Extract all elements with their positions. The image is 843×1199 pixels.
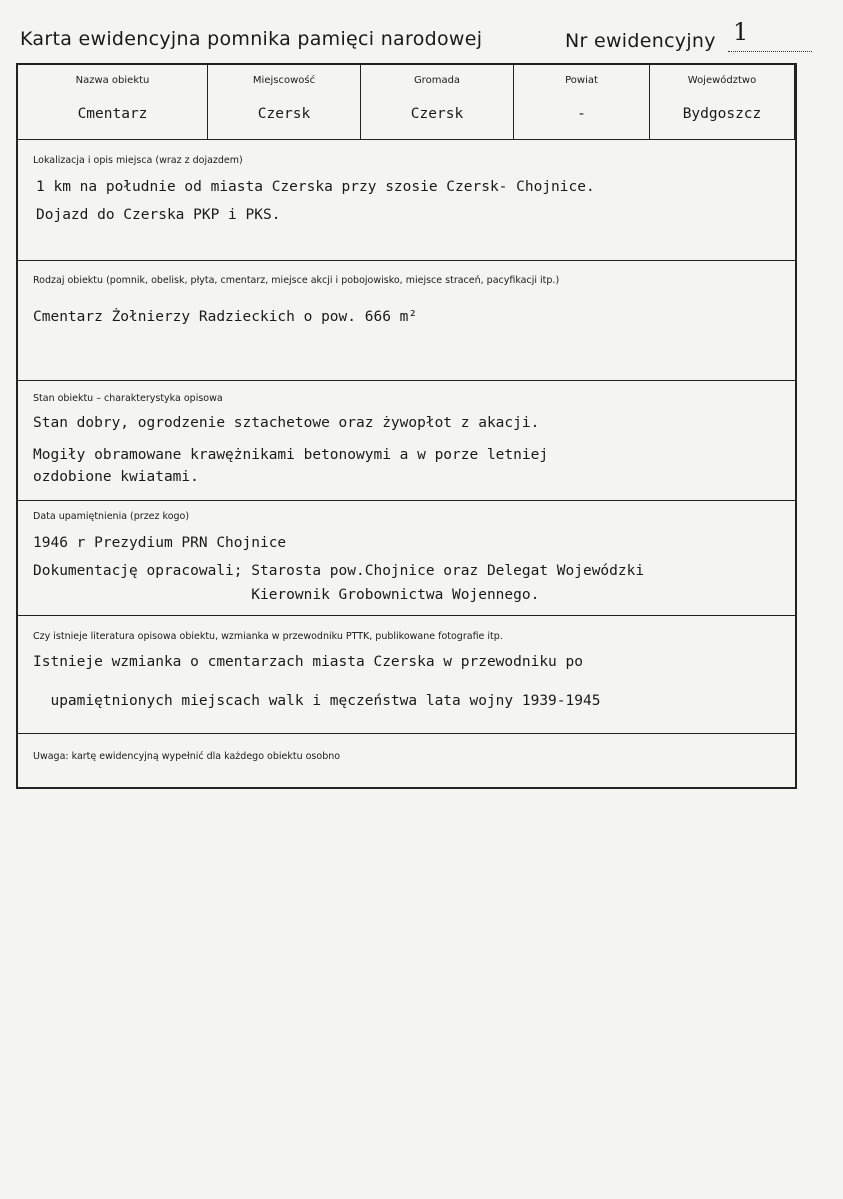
location-line: 1 km na południe od miasta Czerska przy szosie Czersk- Chojnice.	[36, 179, 595, 195]
card-header-title: Karta ewidencyjna pomnika pamięci narodowej	[20, 28, 483, 50]
record-card	[16, 63, 797, 789]
condition-line: ozdobione kwiatami.	[33, 469, 199, 485]
column-value: Bydgoszcz	[682, 106, 762, 122]
column-object-name	[18, 65, 208, 139]
section-divider	[18, 260, 795, 261]
literature-line: Istnieje wzmianka o cmentarzach miasta Czerska w przewodniku po	[33, 654, 583, 670]
condition-line: Mogiły obramowane krawężnikami betonowymi a w porze letniej	[33, 447, 549, 463]
column-value: -	[577, 106, 586, 122]
card-number-line	[728, 51, 812, 52]
column-value: Czersk	[257, 106, 311, 122]
location-label: Lokalizacja i opis miejsca (wraz z dojazdem)	[33, 155, 243, 166]
section-divider	[18, 500, 795, 501]
column-label: Powiat	[565, 75, 598, 86]
column-label: Gromada	[413, 75, 461, 86]
column-voivodeship	[650, 65, 795, 139]
column-label: Miejscowość	[252, 75, 316, 86]
location-line: Dojazd do Czerska PKP i PKS.	[36, 207, 281, 223]
fill-in-note: Uwaga: kartę ewidencyjną wypełnić dla każdego obiektu osobno	[33, 751, 341, 762]
commemoration-date-line: Dokumentację opracowali; Starosta pow.Chojnice oraz Delegat Wojewódzki	[33, 563, 645, 579]
card-number-value: 1	[733, 18, 749, 46]
section-divider	[18, 615, 795, 616]
column-value: Czersk	[410, 106, 464, 122]
card-number-label: Nr ewidencyjny	[565, 30, 716, 52]
section-divider	[18, 380, 795, 381]
literature-line: upamiętnionych miejscach walk i męczeństwa lata wojny 1939-1945	[33, 693, 601, 709]
column-label: Województwo	[687, 75, 757, 86]
section-divider	[18, 139, 795, 140]
commemoration-date-line: Kierownik Grobownictwa Wojennego.	[33, 587, 540, 603]
commemoration-date-line: 1946 r Prezydium PRN Chojnice	[33, 535, 287, 551]
commemoration-date-label: Data upamiętnienia (przez kogo)	[33, 511, 190, 522]
condition-line: Stan dobry, ogrodzenie sztachetowe oraz żywopłot z akacji.	[33, 415, 540, 431]
literature-label: Czy istnieje literatura opisowa obiektu, wzmianka w przewodniku PTTK, publikowane fotografie itp.	[33, 631, 503, 642]
column-value: Cmentarz	[77, 106, 148, 122]
object-type-line: Cmentarz Żołnierzy Radzieckich o pow. 666 m²	[33, 309, 418, 325]
object-type-label: Rodzaj obiektu (pomnik, obelisk, płyta, cmentarz, miejsce akcji i pobojowisko, miejsce straceń, pacyfikacji itp.)	[33, 275, 560, 286]
column-commune	[361, 65, 514, 139]
section-divider	[18, 733, 795, 734]
column-label: Nazwa obiektu	[75, 75, 150, 86]
condition-label: Stan obiektu – charakterystyka opisowa	[33, 393, 223, 404]
column-locality	[208, 65, 361, 139]
column-district	[514, 65, 650, 139]
